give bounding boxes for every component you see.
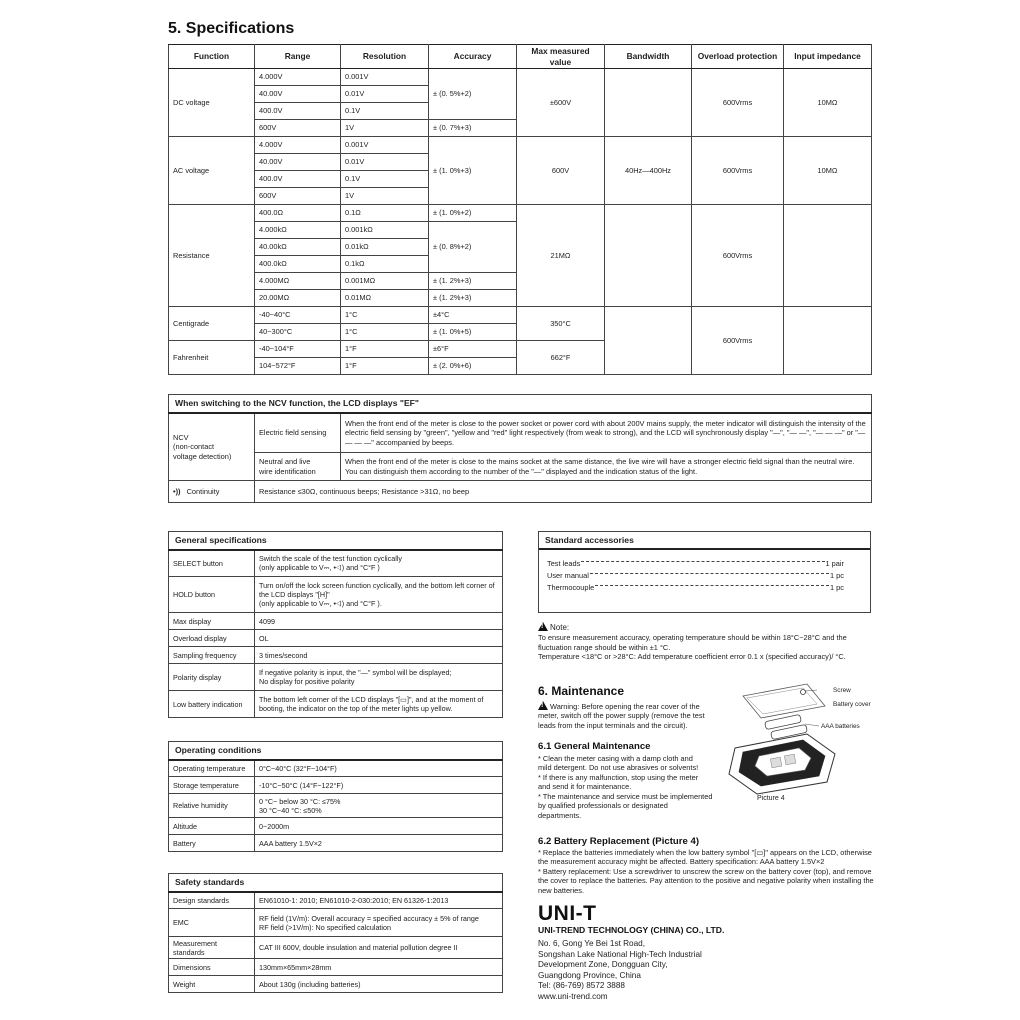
spec-label: HOLD button <box>169 577 255 613</box>
range-cell: 600V <box>255 120 341 137</box>
spec-label: Sampling frequency <box>169 647 255 664</box>
table-row <box>169 550 503 577</box>
spec-label: EMC <box>169 909 255 937</box>
accuracy-cell: ± (0. 7%+3) <box>429 120 517 137</box>
screw-label: Screw <box>833 687 851 694</box>
spec-label: Dimensions <box>169 959 255 976</box>
bandwidth-cell <box>605 69 692 137</box>
resolution-cell: 0.1V <box>341 103 429 120</box>
accessory-name: User manual <box>547 570 589 580</box>
accuracy-cell: ± (0. 5%+2) <box>429 69 517 120</box>
header-range: Range <box>255 45 341 69</box>
accuracy-cell: ± (1. 0%+5) <box>429 324 517 341</box>
range-cell: -40~104°F <box>255 341 341 358</box>
note-text: To ensure measurement accuracy, operating temperature should be within 18°C~28°C and the fluctuation range should be within ±1 °C. Temperature <18°C or >28°C: Add temperature coefficient error 0.1 x (specified accuracy)/ °C. <box>538 633 847 662</box>
max-value-cell: ±600V <box>517 69 605 137</box>
range-cell: 40~300°C <box>255 324 341 341</box>
range-cell: 600V <box>255 188 341 205</box>
spec-value: OL <box>255 630 503 647</box>
continuity-text: Resistance ≤30Ω, continuous beeps; Resistance >31Ω, no beep <box>255 481 872 503</box>
spec-value: 0 °C~ below 30 °C: ≤75% 30 °C~40 °C: ≤50% <box>255 794 503 818</box>
accuracy-cell: ± (1. 2%+3) <box>429 290 517 307</box>
resolution-cell: 0.001V <box>341 69 429 86</box>
ncv-label: NCV (non-contact voltage detection) <box>169 413 255 481</box>
spec-label: Battery <box>169 835 255 852</box>
continuity-label: Continuity <box>186 487 220 497</box>
table-row <box>169 835 503 852</box>
spec-value: CAT III 600V, double insulation and material pollution degree II <box>255 937 503 959</box>
resolution-cell: 0.01V <box>341 86 429 103</box>
operating-conditions-table <box>168 741 503 852</box>
spec-value: -10°C~50°C (14°F~122°F) <box>255 777 503 794</box>
continuity-label-cell <box>169 481 255 503</box>
battery-replacement-figure <box>715 678 875 806</box>
overload-cell: 600Vrms <box>692 137 784 205</box>
page-title: 5. Specifications <box>168 20 295 37</box>
table-row <box>169 691 503 718</box>
accessory-name: Test leads <box>547 558 581 568</box>
table-row <box>169 794 503 818</box>
bandwidth-cell <box>605 205 692 307</box>
spec-value: About 130g (including batteries) <box>255 976 503 993</box>
range-cell: 4.000V <box>255 69 341 86</box>
impedance-cell: 10MΩ <box>784 69 872 137</box>
electric-field-label: Electric field sensing <box>255 413 341 453</box>
resolution-cell: 1°F <box>341 358 429 375</box>
spec-label: Low battery indication <box>169 691 255 718</box>
max-value-cell: 662°F <box>517 341 605 375</box>
resolution-cell: 0.001V <box>341 137 429 154</box>
header-max-measured: Max measured value <box>517 45 605 69</box>
impedance-cell <box>784 307 872 375</box>
range-cell: 40.00V <box>255 86 341 103</box>
overload-cell: 600Vrms <box>692 307 784 375</box>
spec-value: Turn on/off the lock screen function cyclically, and the bottom left corner of the LCD displays "[H]" (only applicable to V⎓, •◁) and °C°F ). <box>255 577 503 613</box>
company-name: UNI-TREND TECHNOLOGY (CHINA) CO., LTD. <box>538 925 725 935</box>
table-row <box>169 909 503 937</box>
battery-drawing <box>765 714 819 739</box>
range-cell: 400.0Ω <box>255 205 341 222</box>
table-row <box>169 453 872 481</box>
table-row <box>169 760 503 777</box>
bandwidth-cell <box>605 307 692 375</box>
spec-label: Altitude <box>169 818 255 835</box>
note-heading <box>538 622 873 633</box>
accuracy-cell: ± (1. 0%+3) <box>429 137 517 205</box>
range-cell: 400.0kΩ <box>255 256 341 273</box>
header-accuracy: Accuracy <box>429 45 517 69</box>
battery-replacement-list: * Replace the batteries immediately when the low battery symbol "[▭]" appears on the LCD, otherwise the measurement accuracy might be affected. Battery specification: AAA battery 1.5V×2 * Battery replacement: Use a screwdriver to unscrew the screw on the battery cover (top), and remove the cover to replace the batteries. Pay attention to the positive and negative polarity when installing the new batteries. <box>538 848 874 895</box>
safety-title: Safety standards <box>169 874 503 892</box>
table-row <box>169 577 503 613</box>
accuracy-cell: ±4°C <box>429 307 517 324</box>
battery-cover-label: Battery cover <box>833 701 871 708</box>
fahrenheit-function-cell: Fahrenheit <box>169 341 255 375</box>
resolution-cell: 0.01V <box>341 154 429 171</box>
resolution-cell: 1V <box>341 120 429 137</box>
leader-dots <box>581 561 824 562</box>
maintenance-title: 6. Maintenance <box>538 684 625 698</box>
spec-label: Operating temperature <box>169 760 255 777</box>
specifications-table <box>168 44 872 375</box>
range-cell: 20.00MΩ <box>255 290 341 307</box>
header-impedance: Input impedance <box>784 45 872 69</box>
resolution-cell: 1°C <box>341 307 429 324</box>
resolution-cell: 0.1kΩ <box>341 256 429 273</box>
resolution-cell: 0.01kΩ <box>341 239 429 256</box>
spec-label: Weight <box>169 976 255 993</box>
accessory-name: Thermocouple <box>547 582 595 592</box>
overload-cell: 600Vrms <box>692 69 784 137</box>
range-cell: 40.00kΩ <box>255 239 341 256</box>
table-row <box>169 613 503 630</box>
accessories-list <box>539 550 870 593</box>
table-row <box>169 777 503 794</box>
list-item <box>547 557 844 569</box>
max-value-cell: 600V <box>517 137 605 205</box>
spec-label: SELECT button <box>169 550 255 577</box>
accessory-qty: 1 pc <box>830 582 844 592</box>
accuracy-cell: ± (0. 8%+2) <box>429 222 517 273</box>
accessory-qty: 1 pc <box>830 570 844 580</box>
resolution-cell: 0.001kΩ <box>341 222 429 239</box>
resistance-function-cell: Resistance <box>169 205 255 307</box>
table-row <box>169 630 503 647</box>
spec-label: Relative humidity <box>169 794 255 818</box>
spec-value: AAA battery 1.5V×2 <box>255 835 503 852</box>
ncv-table <box>168 394 872 503</box>
table-row <box>169 647 503 664</box>
accessory-qty: 1 pair <box>825 558 844 568</box>
leader-dots <box>595 585 829 586</box>
spec-value: 0~2000m <box>255 818 503 835</box>
warning-icon <box>538 622 548 631</box>
max-value-cell: 21MΩ <box>517 205 605 307</box>
accessories-box <box>538 531 871 613</box>
list-item <box>547 569 844 581</box>
range-cell: -40~40°C <box>255 307 341 324</box>
table-row <box>169 307 872 324</box>
range-cell: 400.0V <box>255 171 341 188</box>
spec-label: Measurement standards <box>169 937 255 959</box>
note-section <box>538 622 873 662</box>
resolution-cell: 1V <box>341 188 429 205</box>
range-cell: 4.000kΩ <box>255 222 341 239</box>
spec-label: Storage temperature <box>169 777 255 794</box>
table-row <box>169 69 872 86</box>
accuracy-cell: ±6°F <box>429 341 517 358</box>
table-row <box>169 413 872 453</box>
company-logo: UNI-T <box>538 902 597 925</box>
bandwidth-cell: 40Hz—400Hz <box>605 137 692 205</box>
general-title: General specifications <box>169 532 503 550</box>
spec-value: EN61010-1: 2010; EN61010-2-030:2010; EN 61326-1:2013 <box>255 892 503 909</box>
warning-icon <box>538 701 548 710</box>
resolution-cell: 0.1Ω <box>341 205 429 222</box>
header-overload: Overload protection <box>692 45 784 69</box>
table-row <box>169 892 503 909</box>
spec-label: Design standards <box>169 892 255 909</box>
spec-header-row <box>169 45 872 69</box>
range-cell: 104~572°F <box>255 358 341 375</box>
range-cell: 400.0V <box>255 103 341 120</box>
centigrade-function-cell: Centigrade <box>169 307 255 341</box>
battery-replacement-title: 6.2 Battery Replacement (Picture 4) <box>538 836 700 847</box>
ncv-title: When switching to the NCV function, the LCD displays "EF" <box>169 395 872 413</box>
accessories-title: Standard accessories <box>539 532 870 550</box>
neutral-live-text: When the front end of the meter is close to the mains socket at the same distance, the live wire will have a stronger electric field signal than the neutral wire. You can distinguish them according to the number of the "—" displayed and the indication status of the light. <box>341 453 872 481</box>
table-row <box>169 976 503 993</box>
resolution-cell: 0.001MΩ <box>341 273 429 290</box>
maintenance-warning-text: Warning: Before opening the rear cover of the meter, switch off the power supply (remove the test leads from the input terminals and the circuit). <box>538 702 705 730</box>
ac-function-cell: AC voltage <box>169 137 255 205</box>
accuracy-cell: ± (1. 0%+2) <box>429 205 517 222</box>
range-cell: 4.000V <box>255 137 341 154</box>
leader-dots <box>590 573 829 574</box>
range-cell: 40.00V <box>255 154 341 171</box>
continuity-icon: •)) <box>173 487 181 497</box>
spec-value: If negative polarity is input, the "—" symbol will be displayed; No display for positive polarity <box>255 664 503 691</box>
resolution-cell: 0.01MΩ <box>341 290 429 307</box>
spec-label: Polarity display <box>169 664 255 691</box>
electric-field-text: When the front end of the meter is close to the power socket or power cord with about 200V mains supply, the meter indicator will distinguish the intensity of the electric field sensing by "green", "yellow and "red" light respectively (from weak to strong), and the LCD will synchronously display "—", "— —", "— — —" or "— — — —" accompanied by beeps. <box>341 413 872 453</box>
general-specifications-table <box>168 531 503 718</box>
dc-function-cell: DC voltage <box>169 69 255 137</box>
spec-value: Switch the scale of the test function cyclically (only applicable to V⎓, •◁) and °C°F ) <box>255 550 503 577</box>
spec-value: 3 times/second <box>255 647 503 664</box>
neutral-live-label: Neutral and live wire identification <box>255 453 341 481</box>
battery-cover-drawing <box>743 684 825 718</box>
spec-label: Overload display <box>169 630 255 647</box>
table-row <box>169 959 503 976</box>
safety-standards-table <box>168 873 503 993</box>
range-cell: 4.000MΩ <box>255 273 341 290</box>
table-row <box>169 937 503 959</box>
accuracy-cell: ± (1. 2%+3) <box>429 273 517 290</box>
table-row <box>169 205 872 222</box>
spec-value: 130mm×65mm×28mm <box>255 959 503 976</box>
resolution-cell: 1°C <box>341 324 429 341</box>
note-label: Note: <box>550 623 570 632</box>
header-resolution: Resolution <box>341 45 429 69</box>
table-row <box>169 818 503 835</box>
company-address: No. 6, Gong Ye Bei 1st Road, Songshan Lake National High-Tech Industrial Development Zone, Dongguan City, Guangdong Province, China Tel: (86-769) 8572 3888 www.uni-trend.com <box>538 939 702 1001</box>
impedance-cell <box>784 205 872 307</box>
general-maintenance-list: * Clean the meter casing with a damp cloth and mild detergent. Do not use abrasives or solvents! * If there is any malfunction, stop using the meter and send it for maintenance. * The maintenance and service must be implemented by qualified professionals or designated departments. <box>538 754 713 820</box>
header-function: Function <box>169 45 255 69</box>
aaa-batteries-label: AAA batteries <box>821 723 860 730</box>
accuracy-cell: ± (2. 0%+6) <box>429 358 517 375</box>
meter-body-drawing <box>729 734 835 794</box>
figure-caption: Picture 4 <box>757 795 785 802</box>
resolution-cell: 0.1V <box>341 171 429 188</box>
spec-value: The bottom left corner of the LCD displays "[▭]", and at the moment of booting, the indicator on the top of the meter lights up yellow. <box>255 691 503 718</box>
table-row <box>169 481 872 503</box>
table-row <box>169 664 503 691</box>
header-bandwidth: Bandwidth <box>605 45 692 69</box>
spec-value: 0°C~40°C (32°F~104°F) <box>255 760 503 777</box>
resolution-cell: 1°F <box>341 341 429 358</box>
impedance-cell: 10MΩ <box>784 137 872 205</box>
general-maintenance-title: 6.1 General Maintenance <box>538 741 651 752</box>
overload-cell: 600Vrms <box>692 205 784 307</box>
list-item <box>547 581 844 593</box>
max-value-cell: 350°C <box>517 307 605 341</box>
spec-value: 4099 <box>255 613 503 630</box>
spec-label: Max display <box>169 613 255 630</box>
table-row <box>169 137 872 154</box>
maintenance-warning <box>538 701 708 730</box>
spec-value: RF field (1V/m): Overall accuracy = specified accuracy ± 5% of range RF field (>1V/m): No specified calculation <box>255 909 503 937</box>
operating-title: Operating conditions <box>169 742 503 760</box>
